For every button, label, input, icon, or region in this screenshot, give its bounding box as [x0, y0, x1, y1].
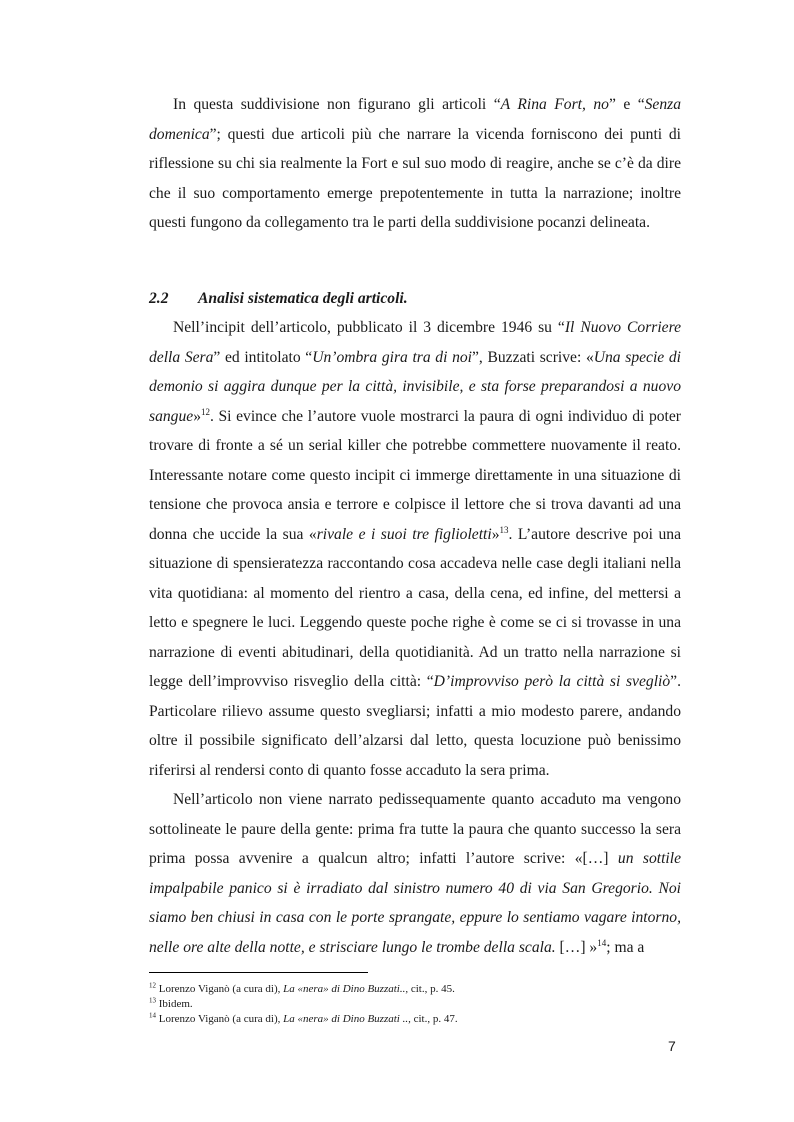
page-number: 7 — [668, 1038, 676, 1054]
footnote: $^{12}$ Lorenzo Viganò (a cura di), La «nera» di Dino Buzzati.., cit., p. 45. — [149, 981, 455, 995]
paragraph-intro: In questa suddivisione non figurano gli articoli “A Rina Fort, no” e “Senza domenica”; questi due articoli più che narrare la vicenda forniscono dei punti di riflessione su chi sia realmente la Fort e sul suo modo di reagire, anche se c’è da dire che il suo comportamento emerge prepotentemente in tutta la narrazione; inoltre questi fungono da collegamento tra le parti della suddivisione pocanzi delineata. — [149, 96, 682, 231]
section-heading — [149, 284, 408, 314]
footnote-ref-14: 14 — [597, 937, 607, 948]
section-title: Analisi sistematica degli articoli. — [198, 290, 408, 307]
paragraph-analysis: Nell’incipit dell’articolo, pubblicato il 3 dicembre 1946 su “Il Nuovo Corriere della Sera” ed intitolato “Un’ombra gira tra di noi”, Buzzati scrive: «Una specie di demonio si aggira dunque per la città, invisibile, e sta forse preparandosi a nuovo sangue»$^{12}$. Si evince che l’autore vuole mostrarci la paura di ogni individuo di poter trovare di fronte a sé un serial killer che potrebbe commettere nuovamente il reato. Interessante notare come questo incipit ci immerge direttamente in una situazione di tensione che provoca ansia e terrore e colpisce il lettore che si trova davanti ad una donna che uccide la sua «rivale e i suoi tre figlioletti»$^{13}$. L’autore descrive poi una situazione di spensieratezza raccontando cosa accadeva nelle case degli italiani nella vita quotidiana: al momento del rientro a casa, della cena, ed infine, del mettersi a letto e spegnere le luci. Leggendo queste poche righe è come se ci si trovasse in una narrazione di eventi abitudinari, della quotidianità. Ad un tratto nella narrazione si legge dell’improvviso risveglio della città: “D’improvviso però la città si svegliò”. Particolare rilievo assume questo svegliarsi; infatti a mio modesto parere, andando oltre il possibile significato dell’alzarsi dal letto, questa locuzione può benissimo riferirsi al rendersi conto di quanto fosse accaduto la sera prima. — [149, 319, 681, 779]
paragraph-fears: Nell’articolo non viene narrato pedissequamente quanto accaduto ma vengono sottolineate le paure della gente: prima fra tutte la paura che quanto successo la sera prima possa avvenire a qualcun altro; infatti l’autore scrive: «[…] un sottile impalpabile panico si è irradiato dal sinistro numero 40 di via San Gregorio. Noi siamo ben chiusi in casa con le porte sprangate, eppure lo sentiamo vagare intorno, nelle ore alte della notte, e strisciare lungo le trombe della scala. […] »$^{14}$; ma a — [149, 791, 682, 956]
footnote: $^{13}$ Ibidem. — [149, 996, 193, 1010]
footnote-ref-13: 13 — [499, 524, 509, 535]
footnote: $^{14}$ Lorenzo Viganò (a cura di), La «nera» di Dino Buzzati .., cit., p. 47. — [149, 1011, 458, 1025]
footnotes — [149, 982, 689, 1027]
footnote-ref-12: 12 — [200, 406, 210, 417]
section-number: 2.2 — [149, 290, 169, 307]
footnote-separator — [149, 972, 368, 973]
main-text-block — [149, 313, 681, 962]
top-text-block — [149, 90, 681, 238]
